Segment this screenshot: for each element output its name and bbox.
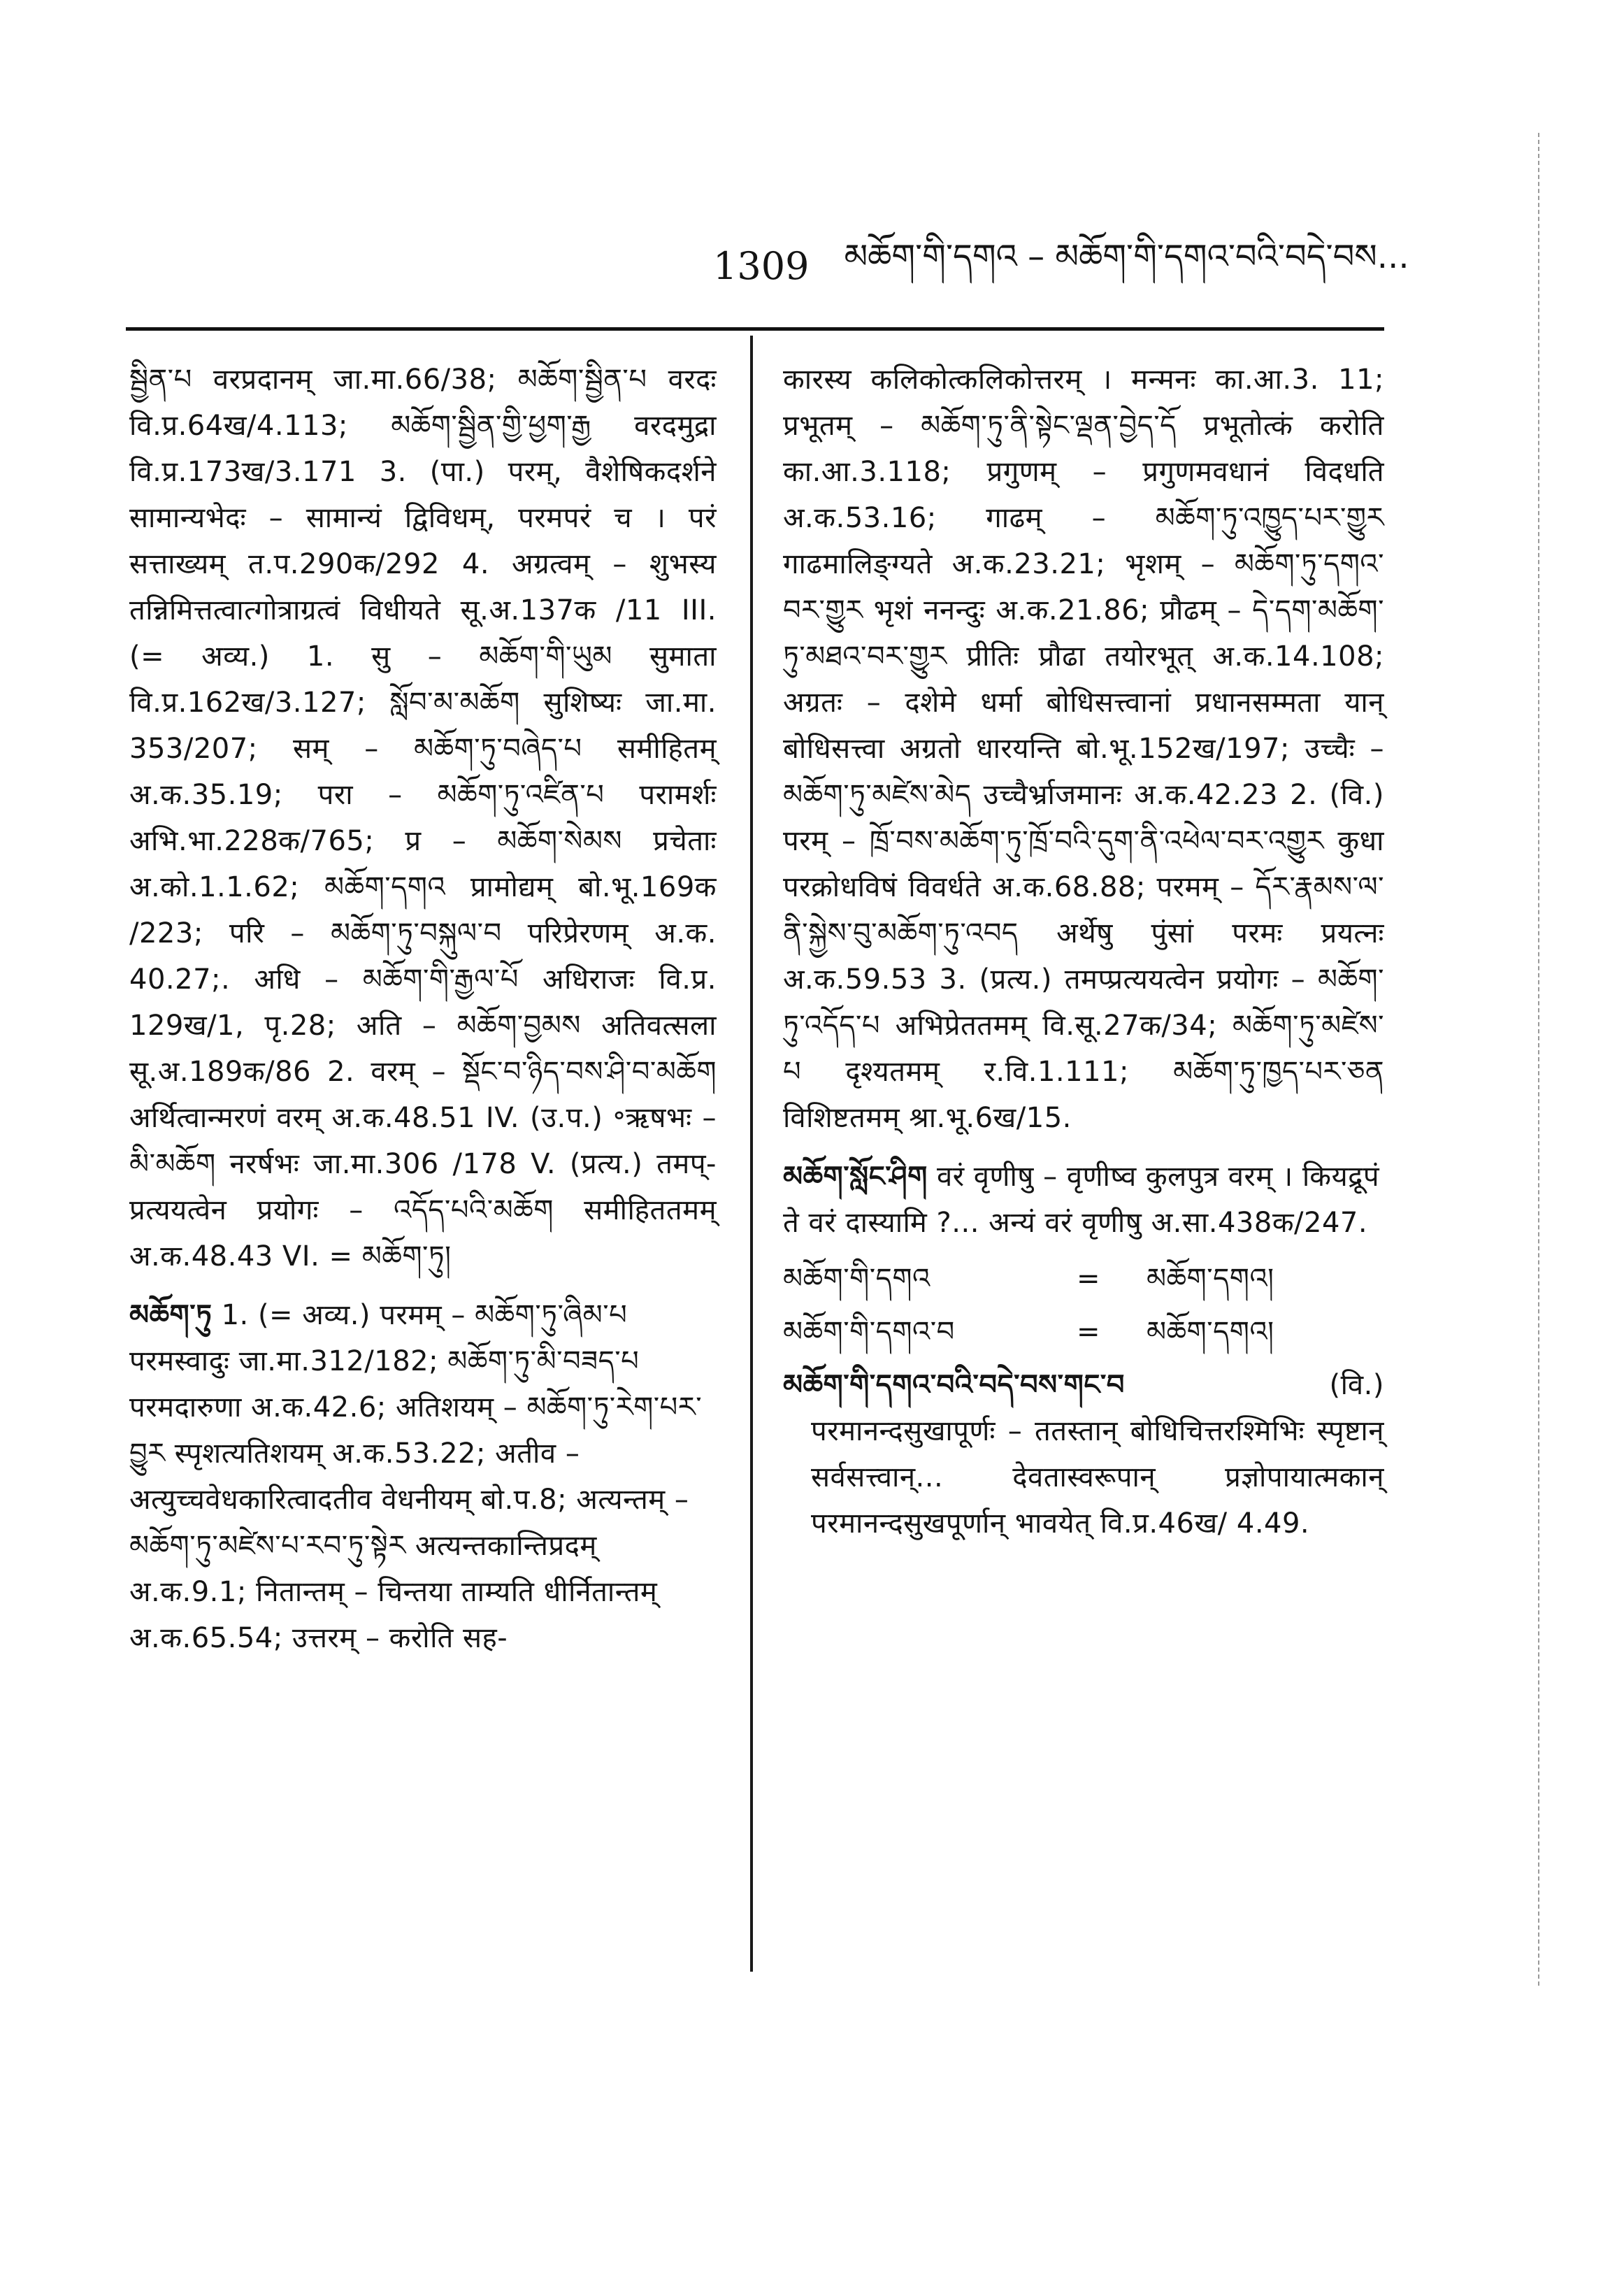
entry-headword: མཆོག་ཏུ [129,1299,213,1331]
entry-body: 1. (= अव्य.) परमम् – མཆོག་ཏུ་ཞིམ་པ परमस्वादुः जा.मा.312/182; མཆོག་ཏུ་མི་བཟད་པ परमदारुणा अ.क.42.6; अतिशयम् – མཆོག་ཏུ་རེག་པར་བྱུར स्पृशत्यतिशयम् अ.क.53.22; अतीव – अत्युच्चवेधकारित्वादतीव वेधनीयम् बो.प.8; अत्यन्तम् – མཆོག་ཏུ་མཛེས་པ་རབ་ཏུ་སྟེར अत्यन्तकान्तिप्रदम् अ.क.9.1; नितान्तम् – चिन्तया ताम्यति धीर्नितान्तम् अ.क.65.54; उत्तरम् – करोति सह- [129,1299,703,1654]
cross-reference-target: མཆོག་དགའ། [1147,1316,1274,1348]
dictionary-entry [129,1292,717,1661]
grammar-tag: (वि.) [1329,1369,1384,1401]
entry-headword-row [783,1362,1384,1408]
entry-body: वरं वृणीषु – वृणीष्व कुलपुत्र वरम् । कियद्रूपं ते वरं दास्यामि ?... अन्यं वरं वृणीषु अ.सा.438क/247. [783,1161,1380,1239]
dictionary-entry [783,1154,1384,1246]
entry-continuation: कारस्य कलिकोत्कलिकोत्तरम् । मन्मनः का.आ.3. 11; प्रभूतम् – མཆོག་ཏུ་ནི་སྟེང་ལྡན་བྱེད་དོ प्रभूतोत्कं करोति का.आ.3.118; प्रगुणम् – प्रगुणमवधानं विदधति अ.क.53.16; गाढम् – མཆོག་ཏུ་འཁྱུད་པར་གྱུར गाढमालिङ्ग्यते अ.क.23.21; भृशम् – མཆོག་ཏུ་དགའ་བར་གྱུར भृशं ननन्दुः अ.क.21.86; प्रौढम् – དེ་དག་མཆོག་ཏུ་མཐའ་བར་གྱུར प्रीतिः प्रौढा तयोरभूत् अ.क.14.108; अग्रतः – दशेमे धर्मा बोधिसत्त्वानां प्रधानसम्मता यान् बोधिसत्त्वा अग्रतो धारयन्ति बो.भू.152ख/197; उच्चैः – མཆོག་ཏུ་མཛེས་མེད उच्चैर्भ्राजमानः अ.क.42.23 2. (वि.) परम् – ཁྲོ་བས་མཆོག་ཏུ་ཁྲོ་བའི་དུག་ནི་འཕེལ་བར་འགྱུར कुधा परक्रोधविषं विवर्धते अ.क.68.88; परमम् – དོར་རྣམས་ལ་ནི་སྐྱེས་བུ་མཆོག་ཏུ་འབད अर्थेषु पुंसां परमः प्रयत्नः अ.क.59.53 3. (प्रत्य.) तमप्प्रत्ययत्वेन प्रयोगः – མཆོག་ཏུ་འདོད་པ अभिप्रेततमम् वि.सू.27क/34; མཆོག་ཏུ་མཛེས་པ दृश्यतमम् र.वि.1.111; མཆོག་ཏུ་ཁྱད་པར་ཅན विशिष्टतमम् श्रा.भू.6ख/15. [783,364,1384,1134]
entry-headword: མཆོག་སློང་ཤིག [783,1161,928,1193]
cross-reference-target: མཆོག་དགའ། [1147,1263,1274,1295]
column-divider [750,336,753,1972]
cross-reference-row [783,1309,1384,1355]
page-edge-mark [1538,133,1541,1986]
entry-continuation: སྦྱིན་པ वरप्रदानम् जा.मा.66/38; མཆོག་སྦྱིན་པ वरदः वि.प्र.64ख/4.113; མཆོག་སྦྱིན་གྱི་ཕྱག་རྒྱ वरदमुद्रा वि.प्र.173ख/3.171 3. (पा.) परम्, वैशेषिकदर्शने सामान्यभेदः – सामान्यं द्विविधम्, परमपरं च । परं सत्ताख्यम् त.प.290क/292 4. अग्रत्वम् – शुभस्य तन्निमित्तत्वात्गोत्राग्रत्वं विधीयते सू.अ.137क /11 III. (= अव्य.) 1. सु – མཆོག་གི་ཡུམ सुमाता वि.प्र.162ख/3.127; སློབ་མ་མཆོག सुशिष्यः जा.मा. 353/207; सम् – མཆོག་ཏུ་བཞེད་པ समीहितम् अ.क.35.19; परा – མཆོག་ཏུ་འཛིན་པ परामर्शः अभि.भा.228क/765; प्र – མཆོག་སེམས प्रचेताः अ.को.1.1.62; མཆོག་དགའ प्रामोद्यम् बो.भू.169क /223; परि – མཆོག་ཏུ་བསྐུལ་བ परिप्रेरणम् अ.क. 40.27;. अधि – མཆོག་གི་རྒྱལ་པོ अधिराजः वि.प्र. 129ख/1, पृ.28; अति – མཆོག་བྱམས अतिवत्सला सू.अ.189क/86 2. वरम् – སྡོང་བ་ཉིད་བས་ཤི་བ་མཆོག अर्थित्वान्मरणं वरम् अ.क.48.51 IV. (उ.प.) ॰ऋषभः – མི་མཆོག नरर्षभः जा.मा.306 /178 V. (प्रत्य.) तमप्-प्रत्ययत्वेन प्रयोगः – འདོད་པའི་མཆོག समीहिततमम् अ.क.48.43 VI. = མཆོག་ཏུ། [129,364,717,1273]
cross-reference-row [783,1256,1384,1302]
cross-reference-term: མཆོག་གི་དགའ་བ [783,1316,955,1348]
header-rule [126,327,1384,331]
equals-sign: = [1077,1263,1101,1295]
cross-reference-term: མཆོག་གི་དགའ [783,1263,930,1295]
running-title: མཆོག་གི་དགའ – མཆོག་གི་དགའ་བའི་བདེ་བས... [844,236,1409,276]
page-number: 1309 [713,243,810,288]
page-header [713,238,1412,294]
entry-body: परमानन्दसुखापूर्णः – ततस्तान् बोधिचित्तरश्मिभिः स्पृष्टान् सर्वसत्त्वान्... देवतास्वरूपान् प्रज्ञोपायात्मकान् परमानन्दसुखपूर्णान् भावयेत् वि.प्र.46ख/ 4.49. [811,1415,1384,1540]
left-column [129,357,717,1671]
right-column [783,357,1384,1559]
entry-headword: མཆོག་གི་དགའ་བའི་བདེ་བས་གང་བ [783,1369,1125,1401]
equals-sign: = [1077,1316,1101,1348]
